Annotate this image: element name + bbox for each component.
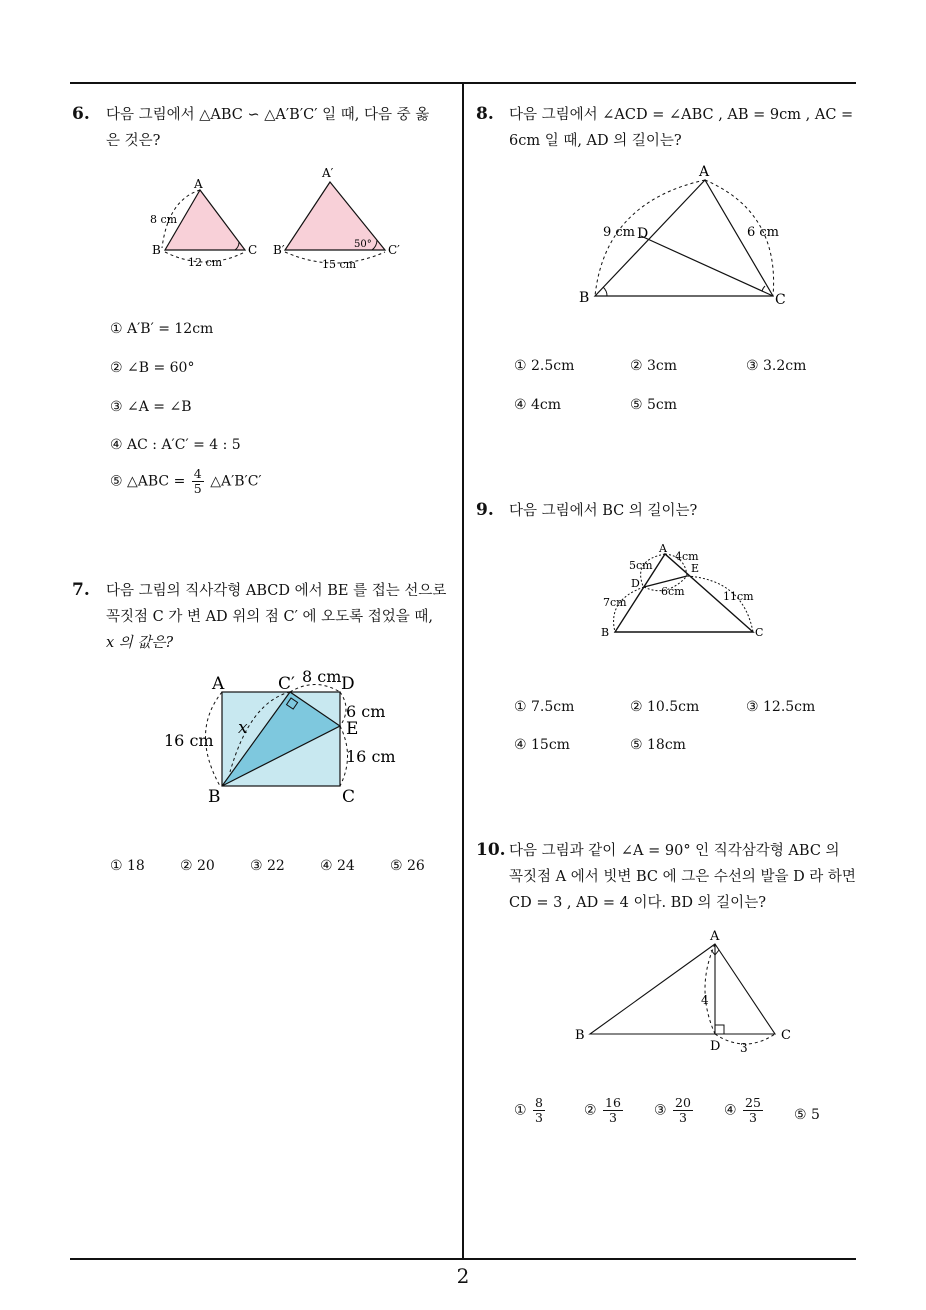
q6-line1: 다음 그림에서 △ABC ∽ △A′B′C′ 일 때, 다음 중 옳: [106, 107, 430, 123]
q9-option-5[interactable]: ⑤ 18cm: [630, 737, 686, 753]
q6-line2: 은 것은?: [106, 133, 161, 149]
q6-option-4[interactable]: ④ AC : A′C′ = 4 : 5: [110, 437, 241, 453]
q10-option-3-fraction: [673, 1096, 693, 1125]
q9-label-c: C: [755, 626, 764, 639]
q7-line1: 다음 그림의 직사각형 ABCD 에서 BE 를 접는 선으로: [106, 583, 447, 599]
q7-option-3[interactable]: ③ 22: [250, 858, 285, 874]
q8-label-b: B: [579, 290, 590, 306]
q9-line1: 다음 그림에서 BC 의 길이는?: [509, 503, 698, 519]
q7-label-a: A: [212, 674, 225, 694]
q10-line2: 꼭짓점 A 에서 빗변 BC 에 그은 수선의 발을 D 라 하면: [509, 869, 856, 885]
q9-label-e: E: [691, 562, 700, 575]
q10-option-5[interactable]: ⑤ 5: [794, 1107, 820, 1123]
q9-label-db: 7cm: [603, 596, 627, 609]
q8-label-d: D: [637, 226, 649, 242]
q6-label-b2c2: 15 cm: [322, 258, 357, 271]
q10-option-3-mark: ③: [654, 1102, 667, 1119]
bottom-rule: [70, 1258, 856, 1260]
q8-figure: [575, 162, 805, 312]
q10-number: 10.: [476, 840, 506, 860]
q6-label-ab: 8 cm: [150, 213, 178, 226]
q9-number: 9.: [476, 500, 494, 520]
q10-option-4-fraction: [743, 1096, 763, 1125]
q9-option-4[interactable]: ④ 15cm: [514, 737, 570, 753]
q10-option-1-num: 8: [535, 1095, 543, 1110]
q6-option-5-den: 5: [193, 481, 202, 496]
q9-option-1[interactable]: ① 7.5cm: [514, 699, 575, 715]
q7-number: 7.: [72, 580, 90, 600]
q7-label-ec: 16 cm: [346, 747, 396, 766]
q10-option-1-mark: ①: [514, 1102, 527, 1119]
q6-option-5-num: 4: [193, 466, 202, 481]
q10-option-3-num: 20: [675, 1095, 691, 1110]
q10-option-4[interactable]: [724, 1096, 765, 1125]
q8-label-ab: 9 cm: [603, 225, 636, 240]
q9-label-a: A: [659, 542, 667, 555]
q8-option-2[interactable]: ② 3cm: [630, 358, 678, 374]
q9-label-d: D: [631, 577, 640, 590]
q6-label-c: C: [248, 243, 258, 257]
q6-label-b: B: [152, 243, 161, 257]
q6-option-5-fraction: [192, 467, 204, 496]
q10-option-4-num: 25: [745, 1095, 761, 1110]
q9-figure: [595, 538, 795, 648]
q7-line3: x 의 값은?: [106, 635, 174, 651]
q10-triangle: [590, 944, 775, 1034]
q10-line1: 다음 그림과 같이 ∠A = 90° 인 직각삼각형 ABC 의: [509, 843, 840, 859]
q8-label-ac: 6 cm: [747, 225, 780, 240]
q10-option-4-den: 3: [748, 1110, 757, 1125]
q8-label-c: C: [775, 292, 786, 308]
q6-label-c2: C′: [388, 243, 400, 257]
q6-label-a: A: [194, 177, 203, 191]
q6-option-5-pre: ⑤ △ABC =: [110, 473, 186, 490]
q7-label-top: 8 cm: [302, 667, 342, 686]
q10-line3: CD = 3 , AD = 4 이다. BD 의 길이는?: [509, 895, 766, 911]
q6-figure: [140, 160, 420, 275]
q10-option-2-mark: ②: [584, 1102, 597, 1119]
q10-label-c: C: [781, 1028, 791, 1043]
q10-label-ad: 4: [701, 993, 709, 1007]
q10-option-1-den: 3: [535, 1110, 543, 1125]
q9-label-ae: 4cm: [675, 550, 699, 563]
q6-label-b2: B′: [273, 243, 285, 257]
q7-label-d: D: [341, 674, 355, 694]
q10-option-4-mark: ④: [724, 1102, 737, 1119]
q9-label-b: B: [601, 626, 610, 639]
q9-option-2[interactable]: ② 10.5cm: [630, 699, 700, 715]
q10-label-d: D: [710, 1039, 721, 1054]
q7-label-b: B: [208, 787, 221, 807]
q8-option-1[interactable]: ① 2.5cm: [514, 358, 575, 374]
q8-segment-cd: [641, 236, 773, 296]
q7-line2: 꼭짓점 C 가 변 AD 위의 점 C′ 에 오도록 접었을 때,: [106, 609, 433, 625]
q9-label-de: 6cm: [661, 585, 685, 598]
q6-number: 6.: [72, 104, 90, 124]
q6-option-5-post: △A′B′C′: [210, 473, 262, 490]
q10-option-1-fraction: [533, 1096, 545, 1125]
q6-option-1[interactable]: ① A′B′ = 12cm: [110, 321, 214, 337]
q10-label-b: B: [575, 1028, 585, 1043]
q9-label-ec: 11cm: [723, 590, 754, 603]
q6-option-3[interactable]: ③ ∠A = ∠B: [110, 399, 192, 415]
q10-figure: [570, 924, 800, 1059]
q10-option-2-den: 3: [608, 1110, 617, 1125]
q10-option-2[interactable]: [584, 1096, 625, 1125]
q8-option-4[interactable]: ④ 4cm: [514, 397, 562, 413]
q6-label-a2: A′: [322, 166, 334, 180]
q8-option-3[interactable]: ③ 3.2cm: [746, 358, 807, 374]
q6-option-2[interactable]: ② ∠B = 60°: [110, 360, 195, 376]
q10-option-2-fraction: [603, 1096, 623, 1125]
q8-line2: 6cm 일 때, AD 의 길이는?: [509, 133, 682, 149]
q7-option-4[interactable]: ④ 24: [320, 858, 355, 874]
q7-option-2[interactable]: ② 20: [180, 858, 215, 874]
q7-option-1[interactable]: ① 18: [110, 858, 145, 874]
q7-label-x: x: [238, 718, 248, 738]
q9-label-ad: 5cm: [629, 559, 653, 572]
q7-label-e: E: [346, 719, 359, 739]
q6-label-bc: 12 cm: [188, 256, 223, 269]
q6-option-5[interactable]: [110, 467, 262, 496]
q8-label-a: A: [699, 164, 710, 180]
q10-option-3[interactable]: [654, 1096, 695, 1125]
q7-figure: [160, 662, 410, 812]
q9-option-3[interactable]: ③ 12.5cm: [746, 699, 816, 715]
q8-number: 8.: [476, 104, 494, 124]
page-number: 2: [456, 1264, 470, 1288]
q10-label-a: A: [710, 929, 720, 944]
q10-option-2-num: 16: [605, 1095, 621, 1110]
q10-label-dc: 3: [740, 1041, 748, 1055]
column-divider: [462, 82, 464, 1260]
q6-label-angle: 50°: [354, 239, 372, 250]
q7-label-c: C: [342, 787, 356, 807]
q8-line1: 다음 그림에서 ∠ACD = ∠ABC , AB = 9cm , AC =: [509, 107, 854, 123]
q7-label-left: 16 cm: [164, 731, 214, 750]
q7-label-c2: C′: [278, 674, 295, 694]
q8-option-5[interactable]: ⑤ 5cm: [630, 397, 678, 413]
q10-option-3-den: 3: [678, 1110, 687, 1125]
q10-option-1[interactable]: [514, 1096, 547, 1125]
q7-option-5[interactable]: ⑤ 26: [390, 858, 425, 874]
q7-label-de: 6 cm: [346, 702, 386, 721]
